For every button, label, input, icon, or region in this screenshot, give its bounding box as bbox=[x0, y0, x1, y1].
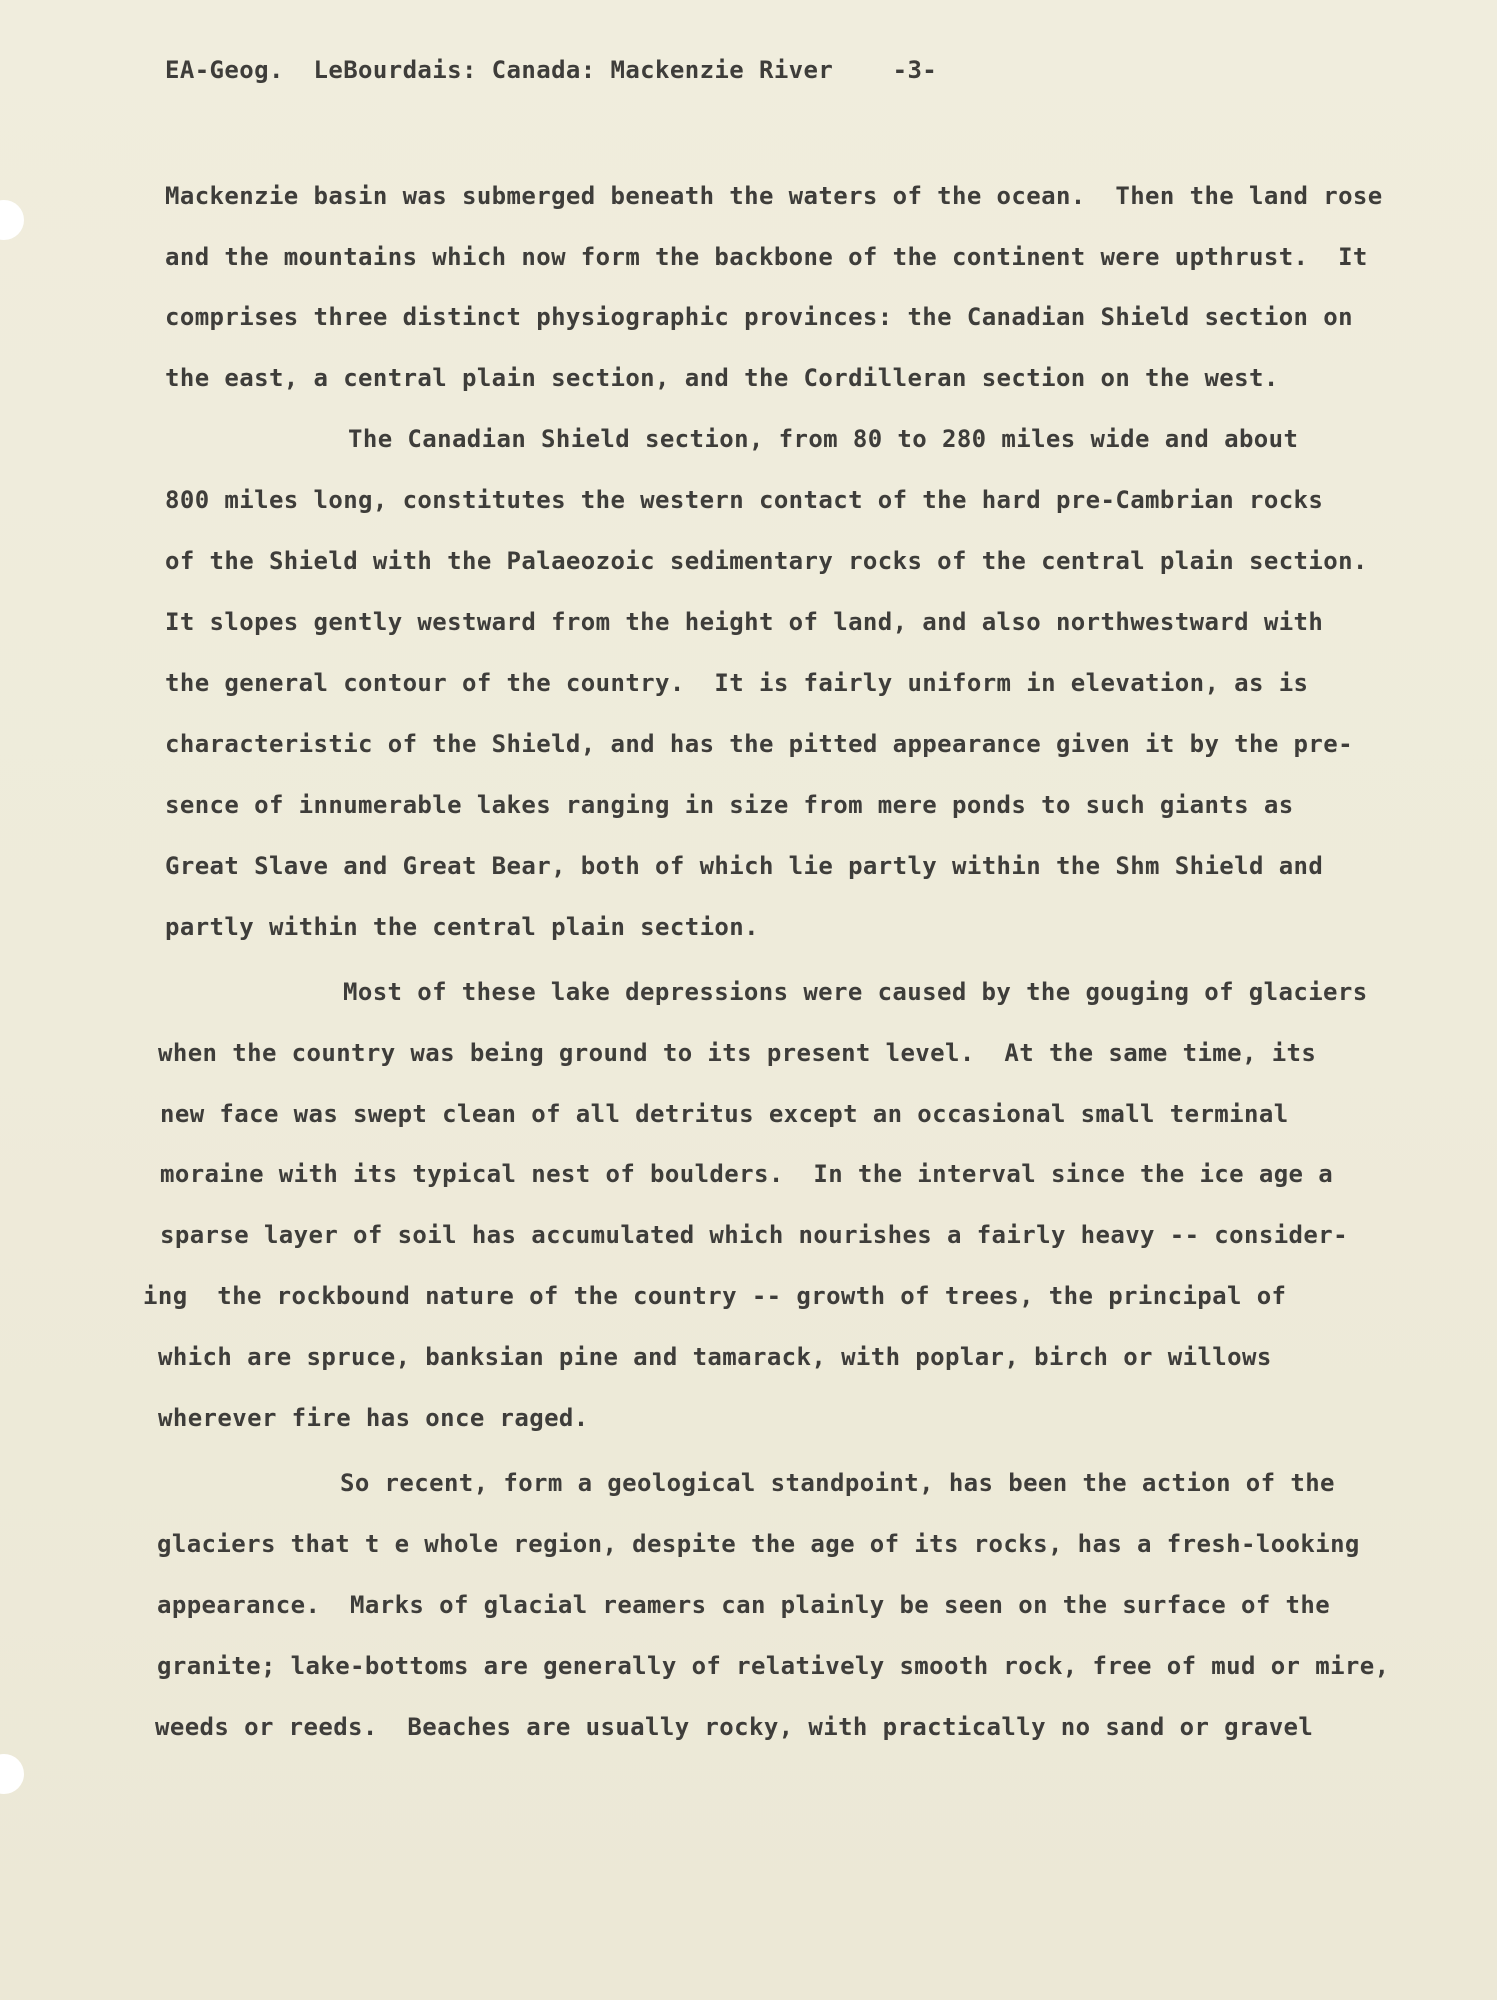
paragraph-4-line-1: So recent, form a geological standpoint, has been the action of the bbox=[340, 1469, 1335, 1497]
paragraph-4-line-3: appearance. Marks of glacial reamers can plainly be seen on the surface of the bbox=[157, 1591, 1331, 1619]
paragraph-4-line-4: granite; lake-bottoms are generally of relatively smooth rock, free of mud or mire, bbox=[157, 1652, 1390, 1680]
paragraph-1-line-2: and the mountains which now form the backbone of the continent were upthrust. It bbox=[165, 243, 1368, 271]
paragraph-2-line-3: of the Shield with the Palaeozoic sedimentary rocks of the central plain section. bbox=[165, 547, 1368, 575]
paragraph-3-line-3: new face was swept clean of all detritus except an occasional small terminal bbox=[160, 1100, 1289, 1128]
paragraph-2-line-5: the general contour of the country. It is fairly uniform in elevation, as is bbox=[165, 669, 1309, 697]
paragraph-2-line-4: It slopes gently westward from the height of land, and also northwestward with bbox=[165, 608, 1324, 636]
paragraph-2-line-8: Great Slave and Great Bear, both of which lie partly within the Shm Shield and bbox=[165, 852, 1324, 880]
paragraph-3-line-8: wherever fire has once raged. bbox=[158, 1404, 589, 1432]
paragraph-3-line-6: ing the rockbound nature of the country -- growth of trees, the principal of bbox=[143, 1282, 1287, 1310]
paragraph-1-line-4: the east, a central plain section, and the Cordilleran section on the west. bbox=[165, 364, 1279, 392]
paragraph-1-line-3: comprises three distinct physiographic provinces: the Canadian Shield section on bbox=[165, 303, 1353, 331]
paragraph-2-line-9: partly within the central plain section. bbox=[165, 913, 759, 941]
paragraph-1-line-1: Mackenzie basin was submerged beneath the waters of the ocean. Then the land rose bbox=[165, 182, 1383, 210]
paragraph-2-line-6: characteristic of the Shield, and has the pitted appearance given it by the pre- bbox=[165, 730, 1353, 758]
paragraph-4-line-5: weeds or reeds. Beaches are usually rocky, with practically no sand or gravel bbox=[155, 1713, 1314, 1741]
paragraph-3-line-5: sparse layer of soil has accumulated which nourishes a fairly heavy -- consider- bbox=[160, 1221, 1348, 1249]
punch-hole-top bbox=[0, 200, 24, 240]
punch-hole-bottom bbox=[0, 1754, 24, 1794]
paragraph-2-line-7: sence of innumerable lakes ranging in size from mere ponds to such giants as bbox=[165, 791, 1294, 819]
paragraph-3-line-1: Most of these lake depressions were caused by the gouging of glaciers bbox=[343, 978, 1368, 1006]
paragraph-3-line-2: when the country was being ground to its present level. At the same time, its bbox=[158, 1039, 1317, 1067]
paragraph-2-line-2: 800 miles long, constitutes the western contact of the hard pre-Cambrian rocks bbox=[165, 486, 1324, 514]
paragraph-3-line-4: moraine with its typical nest of boulders. In the interval since the ice age a bbox=[160, 1160, 1334, 1188]
paragraph-4-line-2: glaciers that t e whole region, despite the age of its rocks, has a fresh-looking bbox=[157, 1530, 1360, 1558]
paragraph-2-line-1: The Canadian Shield section, from 80 to 280 miles wide and about bbox=[348, 425, 1299, 453]
page-header: EA-Geog. LeBourdais: Canada: Mackenzie River -3- bbox=[165, 56, 938, 84]
paragraph-3-line-7: which are spruce, banksian pine and tamarack, with poplar, birch or willows bbox=[158, 1343, 1272, 1371]
